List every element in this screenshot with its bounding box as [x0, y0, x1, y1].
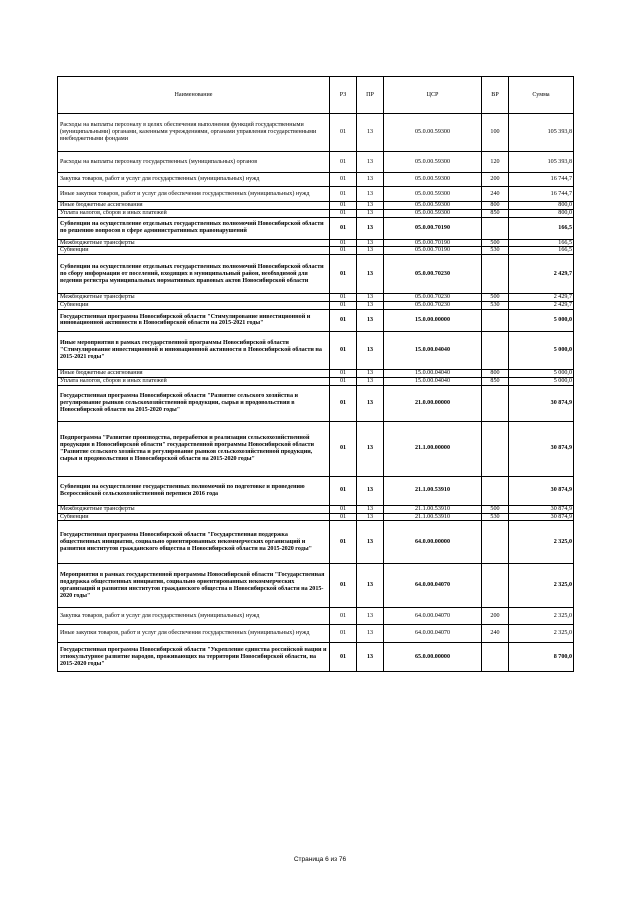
row-sum: 5 000,0: [509, 369, 574, 377]
row-csr: 64.0.00.04070: [384, 608, 482, 625]
row-rz: 01: [330, 625, 357, 643]
row-pr: 13: [357, 202, 384, 210]
row-sum: 5 000,0: [509, 377, 574, 385]
row-rz: 01: [330, 421, 357, 476]
table-row: [58, 247, 574, 255]
row-vr: 530: [482, 513, 509, 521]
row-rz: 01: [330, 202, 357, 210]
row-vr: 200: [482, 608, 509, 625]
row-sum: 800,0: [509, 202, 574, 210]
table-row: [58, 255, 574, 294]
row-sum: 800,0: [509, 209, 574, 217]
row-csr: 15.0.00.04040: [384, 377, 482, 385]
row-name: Государственная программа Новосибирской области "Укрепление единства российской нации и этнокультурное развитие народов, проживающих на территории Новосибирской области, на 2015-2020 годы": [58, 643, 330, 672]
row-pr: 13: [357, 476, 384, 505]
row-csr: 21.1.00.53910: [384, 505, 482, 513]
row-name: Субвенции на осуществление отдельных государственных полномочий Новосибирской области по сбору информации от поселений, входящих в муниципальный район, необходимой для ведения регистра муниципальных нормативных правовых актов Новосибирской области: [58, 255, 330, 294]
row-name: Закупка товаров, работ и услуг для государственных (муниципальных) нужд: [58, 608, 330, 625]
row-pr: 13: [357, 608, 384, 625]
row-vr: [482, 521, 509, 564]
table-row: [58, 202, 574, 210]
row-name: Государственная программа Новосибирской области "Государственная поддержка общественных инициатив, социально ориентированных некоммерческих организаций и развития институтов гражданского общества в Новосибирской области на 2015-2020 годы": [58, 521, 330, 564]
row-vr: 850: [482, 377, 509, 385]
row-rz: 01: [330, 114, 357, 152]
row-pr: 13: [357, 513, 384, 521]
table-row: [58, 114, 574, 152]
row-rz: 01: [330, 247, 357, 255]
row-pr: 13: [357, 625, 384, 643]
row-csr: 21.0.00.00000: [384, 385, 482, 421]
table-row: [58, 608, 574, 625]
page-footer: Страница 6 из 76: [293, 856, 347, 863]
table-row: [58, 377, 574, 385]
row-pr: 13: [357, 331, 384, 369]
row-name: Межбюджетные трансферты: [58, 294, 330, 302]
row-sum: 5 000,0: [509, 331, 574, 369]
row-vr: 100: [482, 114, 509, 152]
row-pr: 13: [357, 152, 384, 173]
row-pr: 13: [357, 564, 384, 608]
row-name: Субвенции: [58, 302, 330, 310]
row-sum: 30 874,9: [509, 476, 574, 505]
row-vr: [482, 255, 509, 294]
budget-table: [57, 76, 574, 672]
row-pr: 13: [357, 309, 384, 331]
row-csr: 64.0.00.04070: [384, 625, 482, 643]
row-name: Подпрограмма "Развитие производства, переработки и реализации сельскохозяйственной продукции в Новосибирской области" государственной программы Новосибирской области "Развитие сельского хозяйства и регулирование рынков сельскохозяйственной продукции, сырья и продовольствия в Новосибирской области на 2015-2020 годы": [58, 421, 330, 476]
row-name: Субвенции на осуществление государственных полномочий по подготовке и проведению Всероссийской сельскохозяйственной переписи 2016 года: [58, 476, 330, 505]
row-rz: 01: [330, 209, 357, 217]
row-sum: 30 874,9: [509, 505, 574, 513]
row-pr: 13: [357, 521, 384, 564]
row-rz: 01: [330, 217, 357, 239]
row-vr: 530: [482, 247, 509, 255]
row-pr: 13: [357, 173, 384, 187]
row-rz: 01: [330, 239, 357, 247]
row-sum: 30 874,9: [509, 421, 574, 476]
header-rz: РЗ: [330, 77, 357, 114]
row-name: Иные закупки товаров, работ и услуг для обеспечения государственных (муниципальных) нужд: [58, 187, 330, 202]
row-vr: [482, 217, 509, 239]
header-csr: ЦСР: [384, 77, 482, 114]
row-pr: 13: [357, 369, 384, 377]
row-rz: 01: [330, 152, 357, 173]
row-rz: 01: [330, 377, 357, 385]
row-csr: 21.1.00.00000: [384, 421, 482, 476]
row-sum: 2 429,7: [509, 294, 574, 302]
row-sum: 105 393,8: [509, 152, 574, 173]
table-row: [58, 505, 574, 513]
table-row: [58, 421, 574, 476]
table-row: [58, 331, 574, 369]
row-sum: 2 429,7: [509, 255, 574, 294]
row-pr: 13: [357, 187, 384, 202]
row-vr: 120: [482, 152, 509, 173]
row-csr: 05.0.00.59300: [384, 173, 482, 187]
row-vr: 500: [482, 505, 509, 513]
row-rz: 01: [330, 331, 357, 369]
row-name: Иные бюджетные ассигнования: [58, 369, 330, 377]
row-rz: 01: [330, 294, 357, 302]
table-row: [58, 643, 574, 672]
row-pr: 13: [357, 239, 384, 247]
header-name: Наименование: [58, 77, 330, 114]
row-name: Расходы на выплаты персоналу в целях обеспечения выполнения функций государственными (муниципальными) органами, казенными учреждениями, органами управления государственными внебюджетными фондами: [58, 114, 330, 152]
row-name: Субвенции: [58, 247, 330, 255]
row-sum: 105 393,8: [509, 114, 574, 152]
row-sum: 2 325,0: [509, 608, 574, 625]
row-pr: 13: [357, 114, 384, 152]
row-name: Государственная программа Новосибирской области "Развитие сельского хозяйства и регулирование рынков сельскохозяйственной продукции, сырья и продовольствия в Новосибирской области на 2015-2020 годы": [58, 385, 330, 421]
table-row: [58, 302, 574, 310]
row-csr: 05.0.00.70190: [384, 239, 482, 247]
row-name: Межбюджетные трансферты: [58, 239, 330, 247]
row-csr: 15.0.00.04040: [384, 369, 482, 377]
row-csr: 05.0.00.70190: [384, 247, 482, 255]
row-vr: [482, 385, 509, 421]
row-rz: 01: [330, 476, 357, 505]
header-sum: Сумма: [509, 77, 574, 114]
table-header-row: [58, 77, 574, 114]
row-pr: 13: [357, 217, 384, 239]
row-pr: 13: [357, 302, 384, 310]
row-vr: 240: [482, 625, 509, 643]
row-pr: 13: [357, 421, 384, 476]
row-sum: 30 874,9: [509, 513, 574, 521]
table-row: [58, 187, 574, 202]
row-vr: 850: [482, 209, 509, 217]
row-rz: 01: [330, 173, 357, 187]
row-rz: 01: [330, 187, 357, 202]
row-pr: 13: [357, 209, 384, 217]
row-rz: 01: [330, 564, 357, 608]
row-vr: [482, 476, 509, 505]
table-row: [58, 476, 574, 505]
row-csr: 64.0.00.00000: [384, 521, 482, 564]
row-rz: 01: [330, 302, 357, 310]
row-csr: 64.0.00.04070: [384, 564, 482, 608]
table-row: [58, 217, 574, 239]
row-csr: 15.0.00.00000: [384, 309, 482, 331]
row-vr: [482, 309, 509, 331]
row-pr: 13: [357, 505, 384, 513]
row-rz: 01: [330, 513, 357, 521]
row-pr: 13: [357, 643, 384, 672]
row-name: Межбюджетные трансферты: [58, 505, 330, 513]
table-row: [58, 385, 574, 421]
row-rz: 01: [330, 643, 357, 672]
row-sum: 5 000,0: [509, 309, 574, 331]
row-rz: 01: [330, 385, 357, 421]
row-sum: 16 744,7: [509, 187, 574, 202]
row-name: Субвенции: [58, 513, 330, 521]
row-sum: 2 325,0: [509, 625, 574, 643]
row-vr: 800: [482, 369, 509, 377]
table-row: [58, 369, 574, 377]
row-sum: 166,5: [509, 247, 574, 255]
header-vr: ВР: [482, 77, 509, 114]
header-pr: ПР: [357, 77, 384, 114]
row-sum: 8 700,0: [509, 643, 574, 672]
row-csr: 05.0.00.70190: [384, 217, 482, 239]
table-row: [58, 521, 574, 564]
row-name: Государственная программа Новосибирской области "Стимулирование инвестиционной и инновационной активности в Новосибирской области на 2015-2021 годы": [58, 309, 330, 331]
table-row: [58, 564, 574, 608]
table-row: [58, 239, 574, 247]
row-name: Уплата налогов, сборов и иных платежей: [58, 209, 330, 217]
row-pr: 13: [357, 294, 384, 302]
row-pr: 13: [357, 385, 384, 421]
row-rz: 01: [330, 521, 357, 564]
row-csr: 15.0.00.04040: [384, 331, 482, 369]
row-rz: 01: [330, 608, 357, 625]
row-csr: 05.0.00.59300: [384, 187, 482, 202]
row-pr: 13: [357, 247, 384, 255]
row-name: Иные закупки товаров, работ и услуг для обеспечения государственных (муниципальных) нужд: [58, 625, 330, 643]
row-name: Иные бюджетные ассигнования: [58, 202, 330, 210]
row-csr: 05.0.00.70230: [384, 294, 482, 302]
table-row: [58, 309, 574, 331]
table-row: [58, 294, 574, 302]
row-pr: 13: [357, 255, 384, 294]
row-sum: 16 744,7: [509, 173, 574, 187]
row-vr: 240: [482, 187, 509, 202]
row-sum: 166,5: [509, 217, 574, 239]
row-rz: 01: [330, 255, 357, 294]
row-vr: 500: [482, 294, 509, 302]
row-rz: 01: [330, 309, 357, 331]
row-name: Закупка товаров, работ и услуг для государственных (муниципальных) нужд: [58, 173, 330, 187]
table-row: [58, 209, 574, 217]
row-vr: 500: [482, 239, 509, 247]
row-vr: [482, 421, 509, 476]
row-name: Расходы на выплаты персоналу государственных (муниципальных) органов: [58, 152, 330, 173]
row-sum: 30 874,9: [509, 385, 574, 421]
row-sum: 166,5: [509, 239, 574, 247]
row-csr: 05.0.00.70230: [384, 255, 482, 294]
row-vr: 200: [482, 173, 509, 187]
row-vr: 530: [482, 302, 509, 310]
row-csr: 05.0.00.59300: [384, 152, 482, 173]
row-csr: 21.1.00.53910: [384, 513, 482, 521]
row-rz: 01: [330, 369, 357, 377]
row-csr: 65.0.00.00000: [384, 643, 482, 672]
row-rz: 01: [330, 505, 357, 513]
row-sum: 2 325,0: [509, 564, 574, 608]
table-row: [58, 173, 574, 187]
row-sum: 2 325,0: [509, 521, 574, 564]
row-name: Уплата налогов, сборов и иных платежей: [58, 377, 330, 385]
row-vr: [482, 643, 509, 672]
row-pr: 13: [357, 377, 384, 385]
table-row: [58, 513, 574, 521]
row-name: Иные мероприятия в рамках государственной программы Новосибирской области "Стимулирование инвестиционной и инновационной активности в Новосибирской области на 2015-2021 годы": [58, 331, 330, 369]
row-vr: 800: [482, 202, 509, 210]
row-name: Субвенции на осуществление отдельных государственных полномочий Новосибирской области по решению вопросов в сфере административных правонарушений: [58, 217, 330, 239]
row-csr: 05.0.00.59300: [384, 202, 482, 210]
row-vr: [482, 331, 509, 369]
row-csr: 05.0.00.70230: [384, 302, 482, 310]
table-row: [58, 152, 574, 173]
row-csr: 05.0.00.59300: [384, 209, 482, 217]
row-sum: 2 429,7: [509, 302, 574, 310]
row-vr: [482, 564, 509, 608]
row-name: Мероприятия в рамках государственной программы Новосибирской области "Государственная поддержка общественных инициатив, социально ориентированных некоммерческих организаций и развития институтов гражданского общества в Новосибирской области на 2015-2020 годы": [58, 564, 330, 608]
table-row: [58, 625, 574, 643]
row-csr: 05.0.00.59300: [384, 114, 482, 152]
row-csr: 21.1.00.53910: [384, 476, 482, 505]
